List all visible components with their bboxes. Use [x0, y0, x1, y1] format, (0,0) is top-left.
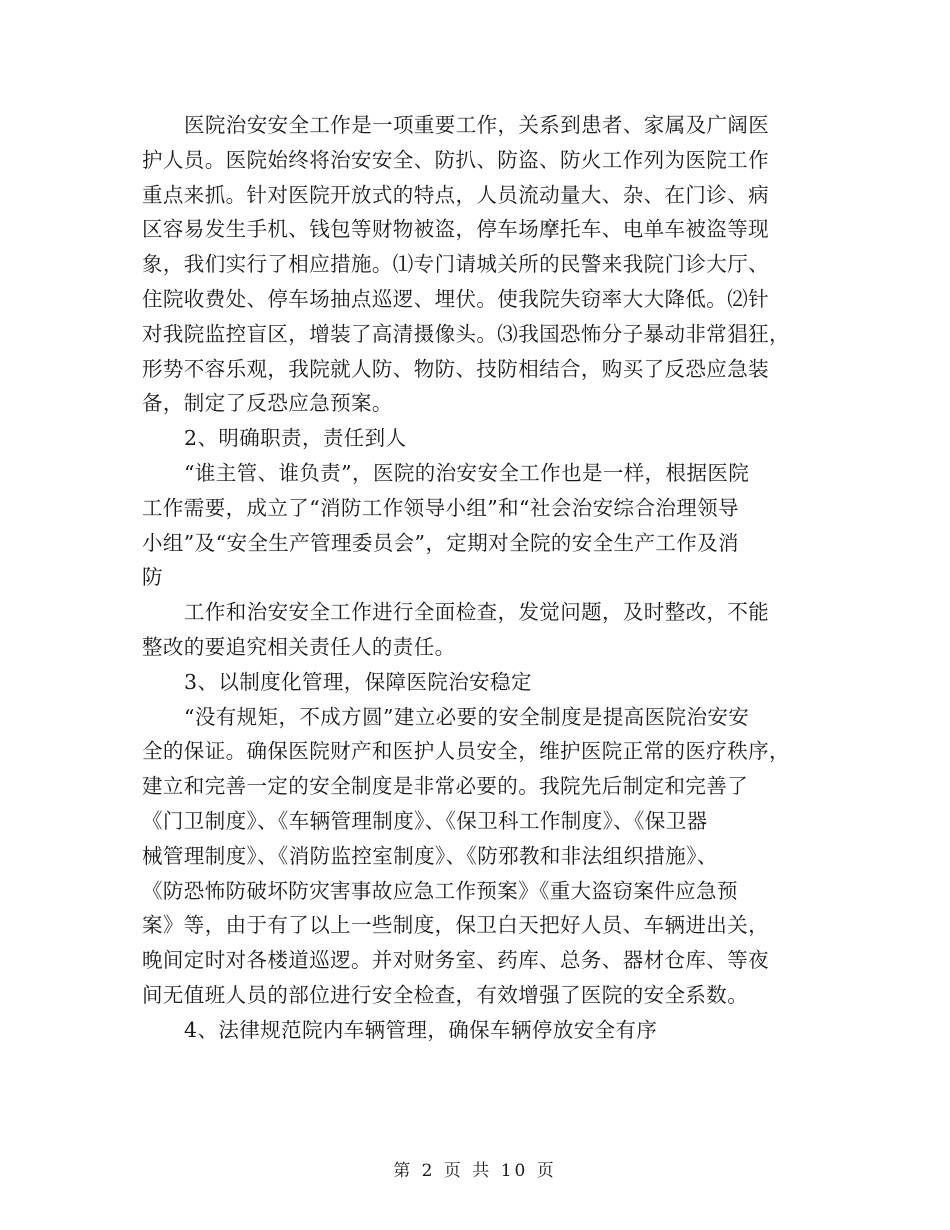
- text-line: 间无值班人员的部位进行安全检查，有效增强了医院的安全系数。: [142, 982, 749, 1007]
- section-heading: [142, 665, 812, 700]
- text-line: 《门卫制度》、《车辆管理制度》、《保卫科工作制度》、《保卫器: [142, 808, 708, 833]
- text-line: 整改的要追究相关责任人的责任。: [142, 634, 456, 659]
- text-line: 对我院监控盲区，增装了高清摄像头。⑶我国恐怖分子暴动非常猖狂，: [142, 321, 790, 346]
- text-line: 防: [142, 565, 163, 590]
- section-heading: [142, 1013, 812, 1048]
- text-line: 重点来抓。针对医院开放式的特点，人员流动量大、杂、在门诊、病: [142, 182, 769, 207]
- text-line: 案》等，由于有了以上一些制度，保卫白天把好人员、车辆进出关，: [142, 913, 769, 938]
- page-number-footer: 第 2 页 共 10 页: [393, 1161, 557, 1181]
- text-line: 区容易发生手机、钱包等财物被盗，停车场摩托车、电单车被盗等现: [142, 217, 769, 242]
- heading-text: 4、法律规范院内车辆管理，确保车辆停放安全有序: [184, 1017, 658, 1042]
- text-line: 医院治安安全工作是一项重要工作，关系到患者、家属及广阔医: [184, 113, 770, 137]
- text-line: 备，制定了反恐应急预案。: [142, 391, 393, 416]
- text-line: “谁主管、谁负责”，医院的治安安全工作也是一样，根据医院: [184, 460, 750, 485]
- paragraph: [142, 595, 812, 665]
- document-body: [142, 108, 812, 1048]
- text-line: 形势不容乐观，我院就人防、物防、技防相结合，购买了反恐应急装: [142, 356, 769, 381]
- text-line: 晚间定时对各楼道巡逻。并对财务室、药库、总务、器材仓库、等夜: [142, 948, 769, 973]
- paragraph: [142, 108, 812, 421]
- paragraph: [142, 700, 812, 1013]
- text-line: 建立和完善一定的安全制度是非常必要的。我院先后制定和完善了: [142, 774, 749, 799]
- text-line: “没有规矩，不成方圆”建立必要的安全制度是提高医院治安安: [184, 704, 750, 729]
- text-line: 《防恐怖防破坏防灾害事故应急工作预案》《重大盗窃案件应急预: [142, 878, 738, 903]
- text-line: 象，我们实行了相应措施。⑴专门请城关所的民警来我院门诊大厅、: [142, 252, 769, 277]
- paragraph: [142, 456, 812, 595]
- text-line: 工作和治安安全工作进行全面检查，发觉问题，及时整改，不能: [184, 600, 770, 625]
- text-line: 小组”及“安全生产管理委员会”，定期对全院的安全生产工作及消: [142, 530, 739, 555]
- section-heading: [142, 421, 812, 456]
- text-line: 护人员。医院始终将治安安全、防扒、防盗、防火工作列为医院工作: [142, 147, 769, 172]
- heading-text: 2、明确职责，责任到人: [184, 426, 407, 451]
- heading-text: 3、以制度化管理，保障医院治安稳定: [184, 669, 532, 694]
- text-line: 械管理制度》、《消防监控室制度》、《防邪教和非法组织措施》、: [142, 843, 718, 868]
- text-line: 全的保证。确保医院财产和医护人员安全，维护医院正常的医疗秩序，: [142, 739, 790, 764]
- text-line: 工作需要，成立了“消防工作领导小组”和“社会治安综合治理领导: [142, 495, 739, 520]
- text-line: 住院收费处、停车场抽点巡逻、埋伏。使我院失窃率大大降低。⑵针: [142, 286, 769, 311]
